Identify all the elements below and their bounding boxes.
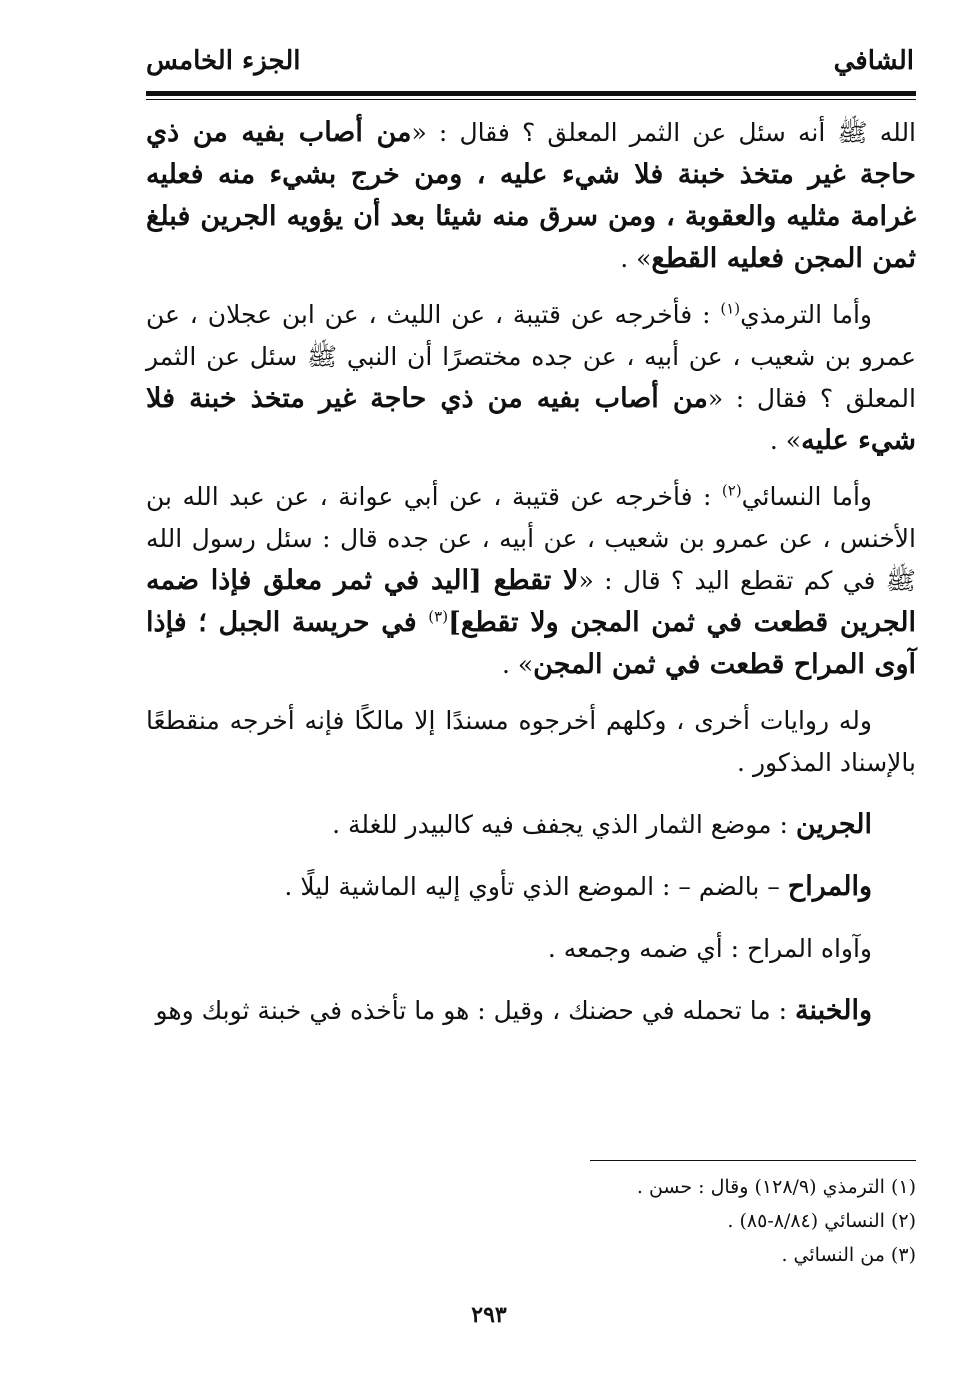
definition-text: وآواه المراح : أي ضمه وجمعه . bbox=[547, 934, 872, 963]
definition-term: والمراح bbox=[787, 871, 872, 902]
definition-text: : ما تحمله في حضنك ، وقيل : هو ما تأخذه في خبنة ثوبك وهو bbox=[155, 996, 796, 1025]
hadith-text: في حريسة الجبل ؛ فإذا آوى المراح قطعت في ثمن المجن bbox=[146, 607, 916, 680]
header-rule-thick bbox=[146, 91, 916, 96]
hadith-text: لا تقطع [اليد في ثمر معلق فإذا ضمه الجرين قطعت في ثمن المجن ولا تقطع] bbox=[146, 565, 916, 638]
paragraph-text: وأما النسائي bbox=[741, 482, 872, 511]
paragraph-text: » . bbox=[769, 426, 802, 455]
footnote-2: (٢) النسائي (٨/٨٤-٨٥) . bbox=[727, 1210, 916, 1232]
page-header bbox=[146, 42, 914, 92]
footnote-separator bbox=[590, 1160, 916, 1161]
definition-jareen bbox=[146, 798, 916, 852]
definition-term: والخبنة bbox=[795, 995, 872, 1026]
footnote-1: (١) الترمذي (١٢٨/٩) وقال : حسن . bbox=[636, 1176, 916, 1198]
hadith-text: من أصاب بفيه من ذي حاجة غير متخذ خبنة فلا شيء عليه ، ومن خرج بشيء منه فعليه غرامة مثليه والعقوبة ، ومن سرق منه شيئا بعد أن يؤويه الجرين فبلغ ثمن المجن فعليه القطع bbox=[146, 117, 916, 274]
paragraph-1 bbox=[146, 112, 916, 280]
paragraph-text: الله ﷺ أنه سئل عن الثمر المعلق ؟ فقال : « bbox=[411, 118, 917, 147]
header-rule-thin bbox=[146, 99, 916, 100]
paragraph-text: : فأخرجه عن قتيبة ، عن الليث ، عن ابن عجلان ، عن عمرو بن شعيب ، عن أبيه ، عن جده مختصرًا أن النبي ﷺ سئل عن الثمر المعلق ؟ فقال : « bbox=[146, 300, 916, 413]
footnote-marker: (٣) bbox=[428, 607, 449, 626]
paragraph-text: وأما الترمذي bbox=[740, 300, 872, 329]
definition-text: – بالضم – : الموضع الذي تأوي إليه الماشية ليلًا . bbox=[284, 872, 788, 901]
footnotes bbox=[146, 1170, 916, 1272]
paragraph-text: » . bbox=[620, 244, 652, 273]
definition-term: الجرين bbox=[795, 809, 872, 840]
definition-murah bbox=[146, 860, 916, 914]
paragraph-4: وله روايات أخرى ، وكلهم أخرجوه مسندًا إلا مالكًا فإنه أخرجه منقطعًا بالإسناد المذكور . bbox=[146, 706, 916, 777]
header-book-title: الشافي bbox=[833, 46, 914, 76]
paragraph-text: : فأخرجه عن قتيبة ، عن أبي عوانة ، عن عبد الله بن الأخنس ، عن عمرو بن شعيب ، عن أبيه ، عن جده قال : سئل رسول الله ﷺ في كم تقطع اليد ؟ قال : « bbox=[146, 482, 916, 595]
definition-khubna bbox=[146, 984, 916, 1038]
hadith-text: من أصاب بفيه من ذي حاجة غير متخذ خبنة فلا شيء عليه bbox=[146, 383, 916, 456]
page-number: ٢٩٣ bbox=[471, 1302, 507, 1328]
page-body bbox=[146, 112, 916, 1046]
paragraph-3 bbox=[146, 476, 916, 686]
definition-awahu bbox=[146, 922, 916, 976]
paragraph-2 bbox=[146, 294, 916, 462]
footnote-marker: (٢) bbox=[721, 481, 742, 500]
definition-text: : موضع الثمار الذي يجفف فيه كالبيدر للغلة . bbox=[332, 810, 796, 839]
footnote-3: (٣) من النسائي . bbox=[781, 1244, 916, 1266]
footnote-marker: (١) bbox=[720, 299, 741, 318]
header-volume-title: الجزء الخامس bbox=[146, 46, 301, 76]
paragraph-text: » . bbox=[501, 650, 534, 679]
